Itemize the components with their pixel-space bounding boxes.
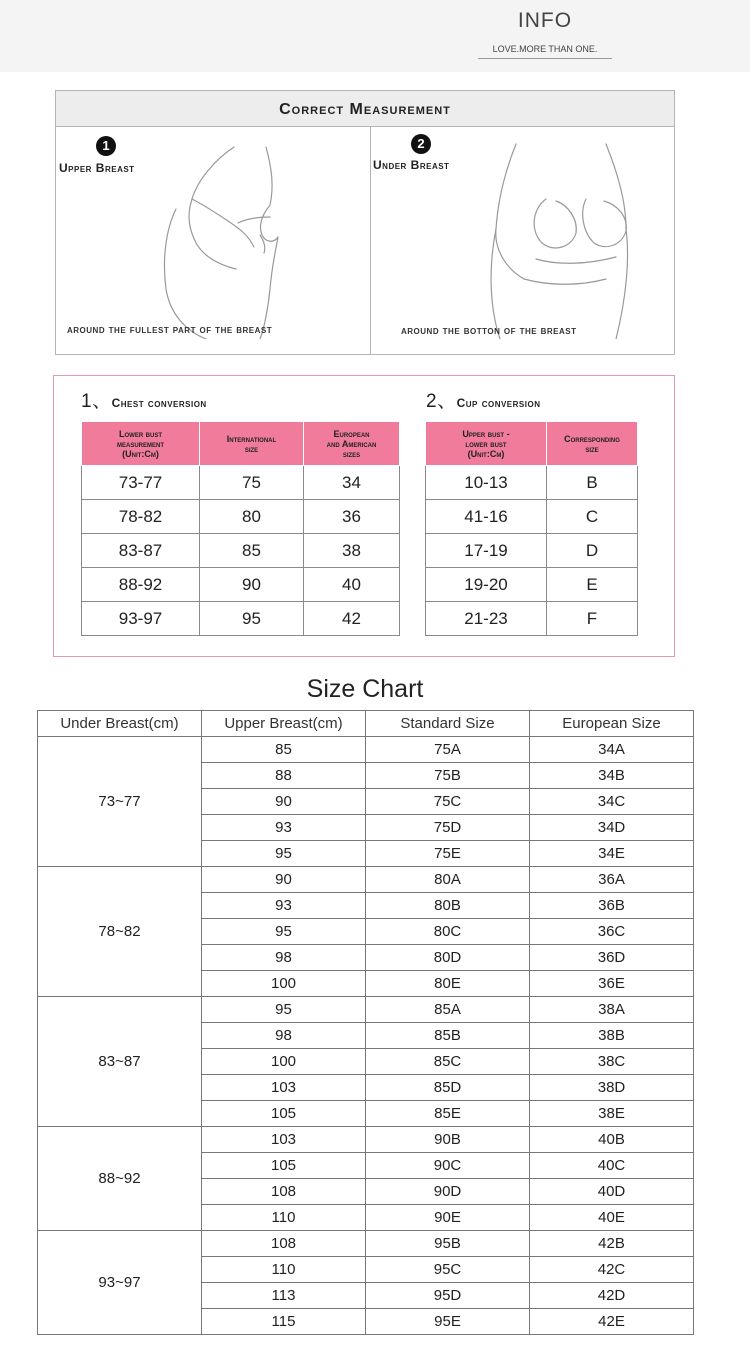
cup-conversion-number: 2、 bbox=[426, 391, 457, 412]
table-cell: 115 bbox=[202, 1309, 366, 1335]
table-cell: 90D bbox=[366, 1179, 530, 1205]
cup-header-difference bbox=[426, 422, 547, 466]
table-cell: F bbox=[547, 602, 638, 636]
table-cell: 80B bbox=[366, 893, 530, 919]
table-cell: 95 bbox=[202, 841, 366, 867]
table-cell: 42B bbox=[530, 1231, 694, 1257]
table-cell: 85 bbox=[200, 534, 304, 568]
table-cell: 85E bbox=[366, 1101, 530, 1127]
table-cell: 36 bbox=[304, 500, 400, 534]
header-line: size bbox=[244, 443, 259, 454]
table-cell: 108 bbox=[202, 1179, 366, 1205]
table-cell: 42C bbox=[530, 1257, 694, 1283]
table-row bbox=[426, 534, 638, 568]
cup-header-corresponding bbox=[547, 422, 638, 466]
chest-header-international bbox=[200, 422, 304, 466]
size-chart-table bbox=[37, 710, 694, 1335]
table-cell: 73-77 bbox=[82, 466, 200, 500]
table-row bbox=[82, 534, 400, 568]
table-cell: 36B bbox=[530, 893, 694, 919]
table-cell: 95B bbox=[366, 1231, 530, 1257]
header-line: Corresponding bbox=[564, 433, 620, 444]
header-divider bbox=[478, 58, 612, 59]
under-breast-sketch-icon bbox=[476, 139, 666, 339]
under-breast-range: 83~87 bbox=[38, 997, 202, 1127]
table-cell: 95C bbox=[366, 1257, 530, 1283]
table-cell: 36C bbox=[530, 919, 694, 945]
table-row bbox=[38, 1127, 694, 1153]
size-header-under: Under Breast(cm) bbox=[38, 711, 202, 737]
table-cell: 75C bbox=[366, 789, 530, 815]
cup-conversion-title bbox=[426, 386, 540, 413]
table-cell: 90C bbox=[366, 1153, 530, 1179]
table-row bbox=[426, 500, 638, 534]
table-cell: 40B bbox=[530, 1127, 694, 1153]
table-cell: 75 bbox=[200, 466, 304, 500]
table-cell: 38C bbox=[530, 1049, 694, 1075]
table-cell: 40C bbox=[530, 1153, 694, 1179]
table-cell: 103 bbox=[202, 1127, 366, 1153]
table-cell: 75E bbox=[366, 841, 530, 867]
table-cell: 38E bbox=[530, 1101, 694, 1127]
header-line: (Unit:Cm) bbox=[467, 448, 505, 459]
table-cell: 75D bbox=[366, 815, 530, 841]
table-row bbox=[82, 466, 400, 500]
table-cell: 93 bbox=[202, 893, 366, 919]
table-cell: 40 bbox=[304, 568, 400, 602]
table-cell: 90 bbox=[202, 789, 366, 815]
table-cell: 80 bbox=[200, 500, 304, 534]
info-subtitle: LOVE.MORE THAN ONE. bbox=[492, 44, 598, 54]
table-cell: 100 bbox=[202, 1049, 366, 1075]
table-row bbox=[38, 737, 694, 763]
table-cell: 34A bbox=[530, 737, 694, 763]
table-cell: 40D bbox=[530, 1179, 694, 1205]
chest-conversion-table bbox=[81, 421, 400, 636]
table-cell: 110 bbox=[202, 1205, 366, 1231]
under-breast-range: 88~92 bbox=[38, 1127, 202, 1231]
table-cell: 38B bbox=[530, 1023, 694, 1049]
table-cell: 105 bbox=[202, 1101, 366, 1127]
chest-conversion-title bbox=[81, 386, 207, 413]
table-cell: 93-97 bbox=[82, 602, 200, 636]
cup-conversion-table bbox=[425, 421, 638, 636]
table-cell: 95 bbox=[202, 997, 366, 1023]
header-line: and American bbox=[326, 438, 377, 449]
upper-breast-sketch-icon bbox=[146, 139, 346, 339]
upper-breast-caption: around the fullest part of the breast bbox=[67, 324, 273, 336]
size-header-standard: Standard Size bbox=[366, 711, 530, 737]
header-line: lower bust bbox=[465, 438, 507, 449]
table-cell: 75B bbox=[366, 763, 530, 789]
header-line: size bbox=[585, 443, 599, 454]
table-cell: 113 bbox=[202, 1283, 366, 1309]
table-cell: 34 bbox=[304, 466, 400, 500]
table-cell: 110 bbox=[202, 1257, 366, 1283]
table-cell: 42D bbox=[530, 1283, 694, 1309]
table-cell: 93 bbox=[202, 815, 366, 841]
table-cell: 75A bbox=[366, 737, 530, 763]
step-2-badge: 2 bbox=[411, 134, 431, 154]
table-row bbox=[38, 1231, 694, 1257]
table-cell: 42 bbox=[304, 602, 400, 636]
table-cell: 42E bbox=[530, 1309, 694, 1335]
info-title: INFO bbox=[517, 9, 573, 32]
table-cell: 80E bbox=[366, 971, 530, 997]
table-cell: 17-19 bbox=[426, 534, 547, 568]
upper-breast-label: Upper Breast bbox=[59, 161, 135, 175]
table-cell: 90B bbox=[366, 1127, 530, 1153]
table-cell: 90E bbox=[366, 1205, 530, 1231]
table-cell: 40E bbox=[530, 1205, 694, 1231]
table-row bbox=[38, 997, 694, 1023]
chest-header-lower-bust bbox=[82, 422, 200, 466]
table-cell: 34E bbox=[530, 841, 694, 867]
table-cell: 105 bbox=[202, 1153, 366, 1179]
table-cell: 80A bbox=[366, 867, 530, 893]
table-row bbox=[82, 500, 400, 534]
table-cell: 38A bbox=[530, 997, 694, 1023]
size-header-european: European Size bbox=[530, 711, 694, 737]
table-cell: 38D bbox=[530, 1075, 694, 1101]
table-cell: D bbox=[547, 534, 638, 568]
under-breast-range: 78~82 bbox=[38, 867, 202, 997]
table-cell: 95 bbox=[200, 602, 304, 636]
header-line: Upper bust - bbox=[462, 428, 510, 439]
table-row bbox=[82, 602, 400, 636]
chest-conversion-text: Chest conversion bbox=[111, 396, 207, 410]
size-header-upper: Upper Breast(cm) bbox=[202, 711, 366, 737]
conversion-panel bbox=[53, 375, 675, 657]
table-row bbox=[426, 602, 638, 636]
table-cell: 34C bbox=[530, 789, 694, 815]
table-cell: 80D bbox=[366, 945, 530, 971]
under-breast-range: 93~97 bbox=[38, 1231, 202, 1335]
table-cell: 41-16 bbox=[426, 500, 547, 534]
table-cell: 90 bbox=[200, 568, 304, 602]
table-row bbox=[426, 568, 638, 602]
header-line: (Unit:Cm) bbox=[122, 448, 159, 459]
table-cell: 98 bbox=[202, 945, 366, 971]
measurement-title: Correct Measurement bbox=[56, 91, 674, 127]
table-cell: 85 bbox=[202, 737, 366, 763]
table-cell: 85A bbox=[366, 997, 530, 1023]
step-1-badge: 1 bbox=[96, 136, 116, 156]
table-cell: 85D bbox=[366, 1075, 530, 1101]
measurement-panel bbox=[55, 90, 675, 355]
table-cell: 36D bbox=[530, 945, 694, 971]
table-cell: 34B bbox=[530, 763, 694, 789]
header-band bbox=[0, 0, 750, 72]
table-cell: 19-20 bbox=[426, 568, 547, 602]
table-row bbox=[82, 568, 400, 602]
table-cell: 80C bbox=[366, 919, 530, 945]
cup-conversion-text: Cup conversion bbox=[456, 396, 541, 410]
table-cell: E bbox=[547, 568, 638, 602]
size-chart-title: Size Chart bbox=[306, 675, 424, 703]
table-cell: 10-13 bbox=[426, 466, 547, 500]
measurement-divider bbox=[370, 127, 371, 354]
table-cell: 95E bbox=[366, 1309, 530, 1335]
table-cell: 95D bbox=[366, 1283, 530, 1309]
under-breast-range: 73~77 bbox=[38, 737, 202, 867]
table-cell: 34D bbox=[530, 815, 694, 841]
chest-header-european bbox=[304, 422, 400, 466]
table-cell: 108 bbox=[202, 1231, 366, 1257]
header-line: measurement bbox=[116, 438, 164, 449]
table-cell: 95 bbox=[202, 919, 366, 945]
table-cell: 103 bbox=[202, 1075, 366, 1101]
table-cell: 36A bbox=[530, 867, 694, 893]
header-line: Lower bust bbox=[119, 428, 162, 439]
table-cell: 90 bbox=[202, 867, 366, 893]
chest-conversion-number: 1、 bbox=[81, 391, 112, 412]
table-cell: 98 bbox=[202, 1023, 366, 1049]
table-row bbox=[38, 867, 694, 893]
table-cell: 88 bbox=[202, 763, 366, 789]
table-cell: 21-23 bbox=[426, 602, 547, 636]
table-cell: B bbox=[547, 466, 638, 500]
table-cell: 38 bbox=[304, 534, 400, 568]
under-breast-label: Under Breast bbox=[373, 158, 450, 172]
table-cell: 100 bbox=[202, 971, 366, 997]
header-line: International bbox=[226, 433, 277, 444]
table-cell: 88-92 bbox=[82, 568, 200, 602]
header-line: sizes bbox=[342, 448, 361, 459]
table-cell: C bbox=[547, 500, 638, 534]
table-cell: 83-87 bbox=[82, 534, 200, 568]
under-breast-caption: around the botton of the breast bbox=[401, 325, 577, 337]
table-cell: 85C bbox=[366, 1049, 530, 1075]
table-cell: 78-82 bbox=[82, 500, 200, 534]
table-cell: 36E bbox=[530, 971, 694, 997]
table-row bbox=[426, 466, 638, 500]
header-line: European bbox=[333, 428, 370, 439]
table-cell: 85B bbox=[366, 1023, 530, 1049]
